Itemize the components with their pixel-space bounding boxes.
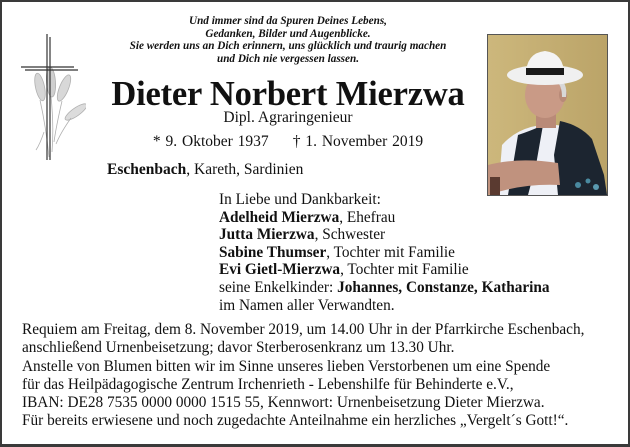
places-main: Eschenbach [107, 161, 187, 178]
verse-line: Gedanken, Bilder und Augenblicke. [205, 27, 371, 40]
mourner-name: Sabine Thumser [219, 243, 327, 261]
mourner-relation: , Ehefrau [339, 208, 396, 226]
mourner-entry [219, 226, 550, 244]
deceased-title: Dipl. Agraringenieur [223, 109, 353, 126]
portrait-image [488, 35, 607, 195]
death-date: † 1. November 2019 [292, 133, 424, 150]
mourner-relation: , Schwester [314, 226, 386, 244]
donation-line: IBAN: DE28 7535 0000 0000 1515 55, Kennwort: Urnenbeisetzung Dieter Mierzwa. [22, 394, 545, 411]
mourner-name: Adelheid Mierzwa [219, 208, 340, 226]
donation-line: Anstelle von Blumen bitten wir im Sinne unseres lieben Verstorbenen um eine Spende [22, 358, 551, 375]
mourner-relation: , Tochter mit Familie [326, 243, 455, 261]
mourner-name: Jutta Mierzwa [219, 226, 315, 244]
verse-line: und Dich nie vergessen lassen. [216, 52, 360, 65]
grandchildren-names: Johannes, Constanze, Katharina [337, 278, 550, 296]
mourner-entry [219, 244, 550, 262]
donation-line: für das Heilpädagogische Zentrum Irchenrieth - Lebenshilfe für Behinderte e.V., [22, 376, 514, 393]
service-notice [22, 321, 584, 430]
mourner-entry [219, 261, 550, 279]
mourner-entry [219, 209, 550, 227]
cross-with-wheat-icon [16, 32, 86, 162]
mourners-intro: In Liebe und Dankbarkeit: [219, 191, 381, 208]
requiem-line: anschließend Urnenbeisetzung; davor Sterberosenkranz um 13.30 Uhr. [22, 339, 455, 356]
places-other: , Kareth, Sardinien [186, 161, 304, 178]
mourners-closing: im Namen aller Verwandten. [219, 296, 395, 314]
mourners-list [219, 191, 550, 314]
mourner-name: Evi Gietl-Mierzwa [219, 261, 341, 279]
donation-line: Für bereits erwiesene und noch zugedachte Anteilnahme ein herzliches „Vergelt´s Gott!“. [22, 412, 569, 429]
mourner-relation: , Tochter mit Familie [340, 261, 469, 279]
life-dates [100, 133, 476, 151]
grandchildren-label: seine Enkelkinder: [219, 278, 338, 296]
grandchildren-entry [219, 279, 550, 297]
memorial-verse [100, 15, 476, 65]
verse-line: Sie werden uns an Dich erinnern, uns glücklich und traurig machen [129, 40, 447, 53]
deceased-name: Dieter Norbert Mierzwa [111, 75, 465, 113]
requiem-line: Requiem am Freitag, dem 8. November 2019, um 14.00 Uhr in der Pfarrkirche Eschenbach, [22, 321, 585, 338]
places [107, 161, 303, 179]
verse-line: Und immer sind da Spuren Deines Lebens, [189, 15, 387, 27]
birth-date: * 9. Oktober 1937 [152, 133, 269, 150]
portrait-photo [487, 34, 608, 196]
